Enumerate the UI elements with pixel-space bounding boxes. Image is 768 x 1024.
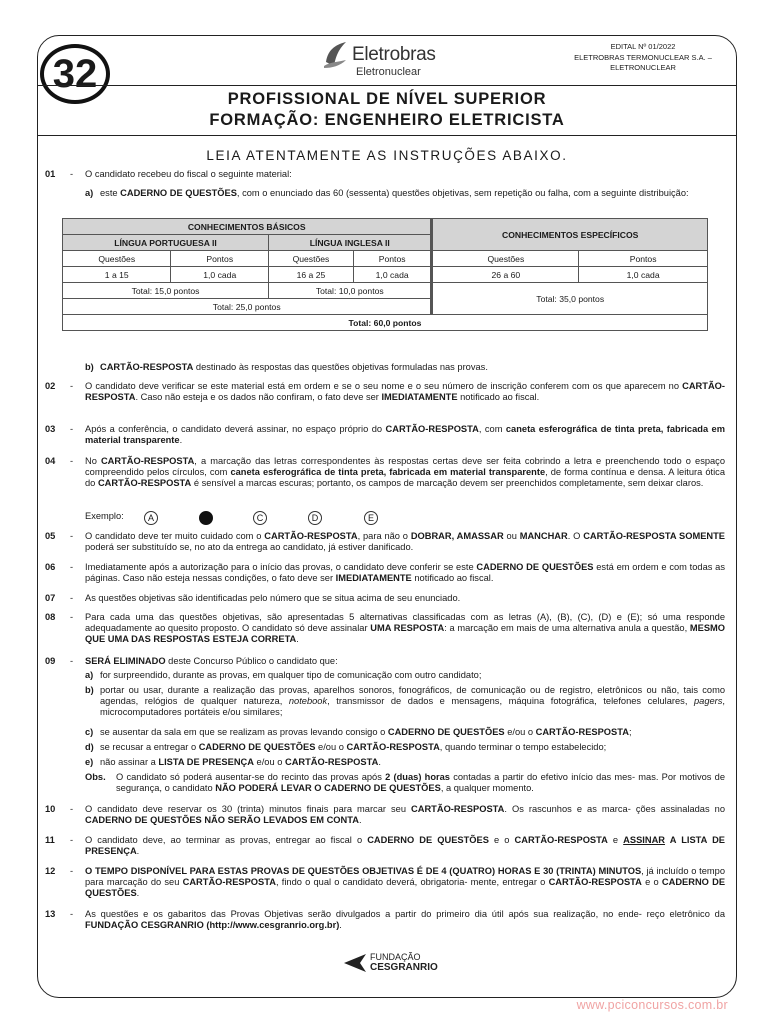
answer-bubble: C [253, 511, 267, 525]
col-header: Questões [269, 251, 354, 267]
example-label: Exemplo: [85, 511, 124, 521]
eletrobras-logo-icon [322, 40, 348, 70]
cesgranrio-logo-icon [342, 952, 368, 974]
logo-subtitle: Eletronuclear [356, 66, 421, 78]
table-cell: Total: 35,0 pontos [432, 283, 708, 315]
table-cell: 16 a 25 [269, 267, 354, 283]
table-cell: 1,0 cada [579, 267, 708, 283]
grand-total: Total: 60,0 pontos [63, 315, 708, 331]
logo-name: Eletrobras [352, 44, 436, 65]
answer-bubble: D [308, 511, 322, 525]
table-cell: 1,0 cada [353, 267, 432, 283]
table-cell: Total: 25,0 pontos [63, 299, 432, 315]
distribution-table [62, 218, 708, 331]
english-header: LÍNGUA INGLESA II [269, 235, 432, 251]
edital-info [558, 42, 728, 74]
answer-bubble: A [144, 511, 158, 525]
table-cell: Total: 10,0 pontos [269, 283, 432, 299]
specific-header: CONHECIMENTOS ESPECÍFICOS [432, 219, 708, 251]
answer-bubble-filled [199, 511, 213, 525]
divider [38, 135, 736, 136]
table-cell: 1,0 cada [171, 267, 269, 283]
exam-number-badge: 32 [40, 44, 110, 104]
table-cell: Total: 15,0 pontos [63, 283, 269, 299]
answer-bubble: E [364, 511, 378, 525]
footer-org-line2: CESGRANRIO [370, 962, 438, 973]
cesgranrio-logo [342, 950, 438, 978]
table-cell: 26 a 60 [432, 267, 579, 283]
col-header: Pontos [353, 251, 432, 267]
edital-line: ELETROBRAS TERMONUCLEAR S.A. – [574, 52, 712, 62]
eletrobras-logo [322, 40, 467, 84]
footer-org-line1: FUNDAÇÃO [370, 952, 421, 962]
instructions-heading: LEIA ATENTAMENTE AS INSTRUÇÕES ABAIXO. [206, 148, 568, 163]
col-header: Questões [432, 251, 579, 267]
portuguese-header: LÍNGUA PORTUGUESA II [63, 235, 269, 251]
page-subtitle: FORMAÇÃO: ENGENHEIRO ELETRICISTA [209, 111, 565, 129]
col-header: Pontos [171, 251, 269, 267]
page-title: PROFISSIONAL DE NÍVEL SUPERIOR [227, 90, 547, 108]
col-header: Questões [63, 251, 171, 267]
edital-line: EDITAL Nº 01/2022 [610, 42, 676, 51]
table-cell: 1 a 15 [63, 267, 171, 283]
divider [38, 85, 736, 86]
col-header: Pontos [579, 251, 708, 267]
edital-line: ELETRONUCLEAR [610, 63, 676, 72]
basic-header: CONHECIMENTOS BÁSICOS [63, 219, 432, 235]
watermark: www.pciconcursos.com.br [576, 998, 728, 1012]
